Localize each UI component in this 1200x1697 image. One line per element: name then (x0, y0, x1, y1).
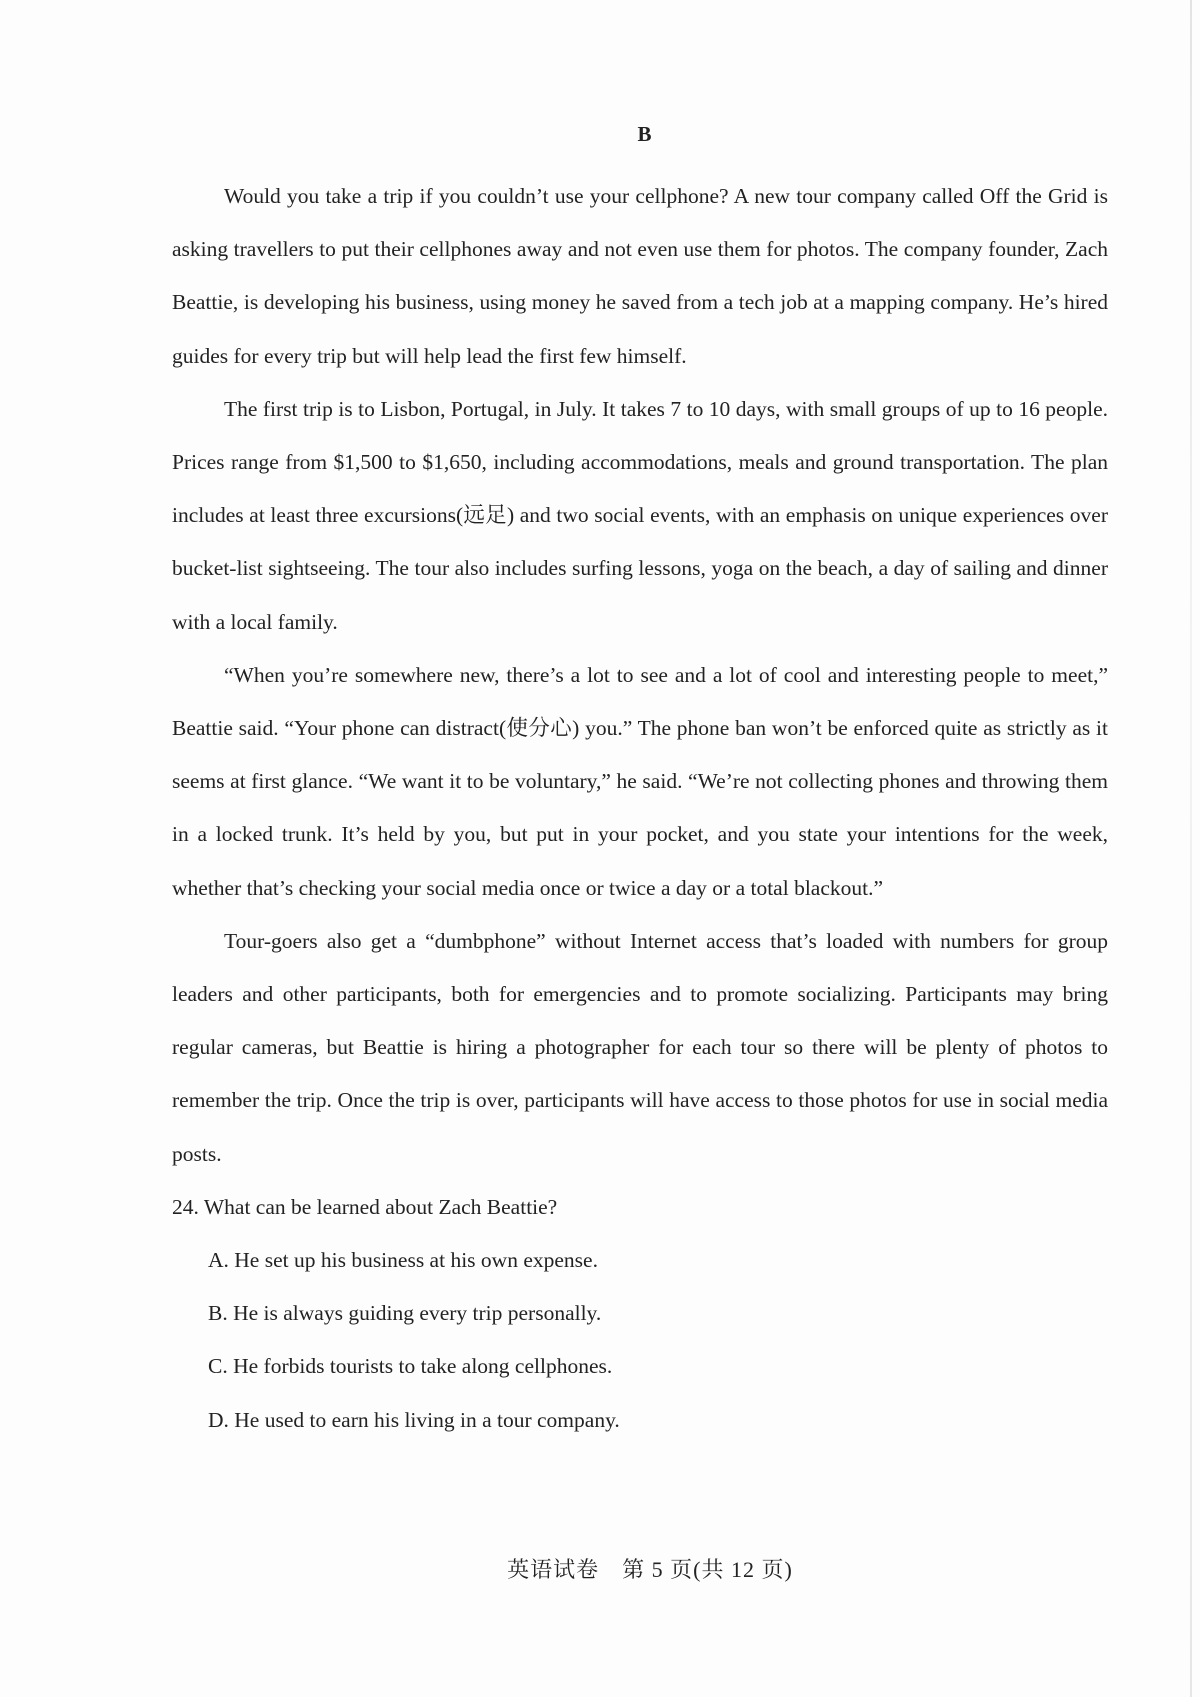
section-label: B (637, 122, 653, 146)
question-option-b: B. He is always guiding every trip personally. (208, 1301, 602, 1326)
page-footer: 英语试卷 第 5 页(共 12 页) (507, 1557, 793, 1582)
question-option-c: C. He forbids tourists to take along cellphones. (208, 1354, 613, 1379)
passage-paragraph: Would you take a trip if you couldn’t use your cellphone? A new tour company called Off the Grid is asking travellers to put their cellphones away and not even use them for photos. The company founder, Zach Beattie, is developing his business, using money he saved from a tech job at a mapping company. He’s hired guides for every trip but will help lead the first few himself. (172, 184, 1108, 368)
question-stem: 24. What can be learned about Zach Beattie? (172, 1194, 558, 1219)
passage-paragraph: The first trip is to Lisbon, Portugal, in July. It takes 7 to 10 days, with small groups of up to 16 people. Prices range from $1,500 to $1,650, including accommodations, meals and ground transportation. The plan includes at least three excursions(远足) and two social events, with an emphasis on unique experiences over bucket-list sightseeing. The tour also includes surfing lessons, yoga on the beach, a day of sailing and dinner with a local family. (172, 396, 1108, 634)
scan-edge-line (1190, 0, 1192, 1697)
question-option-d: D. He used to earn his living in a tour company. (208, 1407, 620, 1432)
passage-paragraph: Tour-goers also get a “dumbphone” without Internet access that’s loaded with numbers for group leaders and other participants, both for emergencies and to promote socializing. Participants may bring regular cameras, but Beattie is hiring a photographer for each tour so there will be plenty of photos to remember the trip. Once the trip is over, participants will have access to those photos for use in social media posts. (172, 928, 1108, 1166)
passage-content (172, 170, 1108, 1447)
passage-paragraph: “When you’re somewhere new, there’s a lot to see and a lot of cool and interesting people to meet,” Beattie said. “Your phone can distract(使分心) you.” The phone ban won’t be enforced quite as strictly as it seems at first glance. “We want it to be voluntary,” he said. “We’re not collecting phones and throwing them in a locked trunk. It’s held by you, but put in your pocket, and you state your intentions for the week, whether that’s checking your social media once or twice a day or a total blackout.” (172, 662, 1108, 900)
question-option-a: A. He set up his business at his own expense. (208, 1248, 598, 1273)
